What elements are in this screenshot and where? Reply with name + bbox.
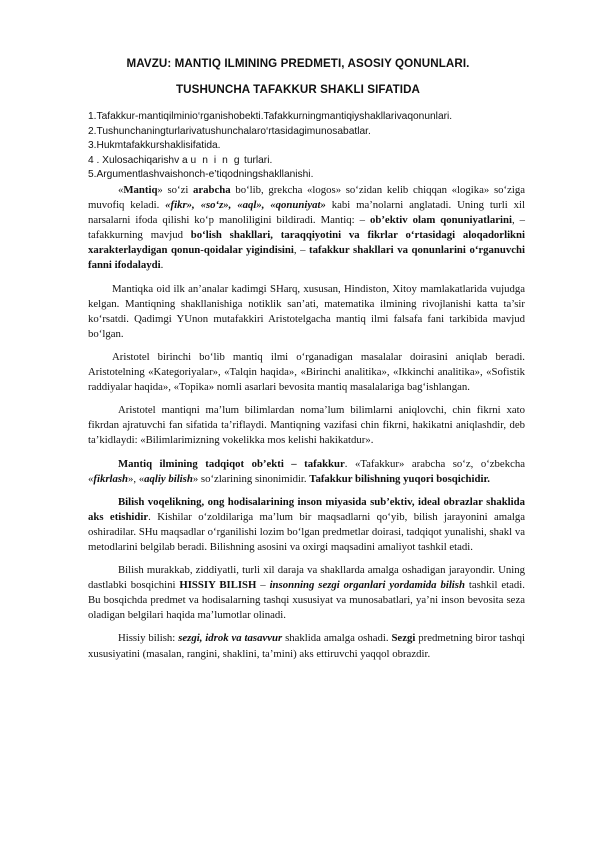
- paragraph-sensory-cognition: Bilish murakkab, ziddiyatli, turli xil daraja va shakllarda amalga oshadigan jarayondir. Uning dastlabki bosqichini HISSIY BILISH – insonning sezgi organlari yordamida bilish tashkil etadi. Bu bosqichda predmet va hodisalarning tashqi xususiyat va munosabatlari, ya’ni inson bevosita seza oladigan belgilari haqida ma’lumotlar olinadi.: [88, 564, 525, 622]
- topic-text: 4 . Xulosachiqarishv a: [88, 154, 191, 166]
- topic-item: 3.Hukmtafakkurshaklisifatida.: [88, 140, 221, 151]
- paragraph-mantiq-definition: «Mantiq» so‘zi arabcha bo‘lib, grekcha «logos» so‘zidan kelib chiqqan «logika» so‘ziga muvofiq keladi. «fikr», «so‘z», «aql», «qonuniyat» kabi ma’nolarni anglatadi. Uning turli xil narsalarni ifoda qilishi ko‘p manoliligini bildiradi. Mantiq: – ob’ektiv olam qonuniyatlarini, – tafakkurning mavjud bo‘lish shakllari, taraqqiyotini va fikrlar o‘rtasidagi aloqadorlikni xarakterlaydigan qonun-qoidalar yigindisini, – tafakkur shakllari va qonunlarini o‘rganuvchi fanni ifodalaydi.: [88, 184, 526, 272]
- paragraph-origins: Mantiqka oid ilk an’analar kadimgi SHarq, xususan, Hindiston, Xitoy mamlakatlarida vujudga kelgan. Mantiqning shakllanishiga notiklik san’ati, matematika ilmining rivojlanishi katta ta’sir ko‘rsatdi. Qadimgi YUnon mutafakkiri Aristotelgacha mantiq ilmi falsafa fani tarkibida mavjud bo‘lgan.: [88, 282, 525, 340]
- paragraph-aristotle-works: Aristotel birinchi bo‘lib mantiq ilmi o‘rganadigan masalalar doirasini aniqlab beradi. Aristotelning «Kategoriyalar», «Talqin haqida», «Birinchi analitika», «Ikkinchi analitika», «Sofistik raddiyalar haqida», «Topika» nomli asarlari bevosita mantiq masalalariga bag‘ishlangan.: [88, 350, 525, 394]
- paragraph-aristotle-definition: Aristotel mantiqni ma’lum bilimlardan noma’lum bilimlarni aniqlovchi, chin fikrni xato fikrdan ajratuvchi fan sifatida ta’riflaydi. Mantiqning vazifasi chin fikrni, hakikatni aniqlashdir, deb ta’kidlaydi: «Bilimlarimizning vokelikka mos kelishi hakikatdur».: [88, 404, 525, 447]
- paragraph-research-object: Mantiq ilmining tadqiqot ob’ekti – tafakkur. «Tafakkur» arabcha so‘z, o‘zbekcha «fikrlash», «aqliy bilish» so‘zlarining sinonimidir. Tafakkur bilishning yuqori bosqichidir.: [88, 457, 525, 485]
- topic-list: [88, 110, 528, 183]
- page-title: MAVZU: MANTIQ ILMINING PREDMETI, ASOSIY QONUNLARI.: [126, 57, 470, 70]
- topic-item: 5.Argumentlashvaishonch-e’tiqodningshakllanishi.: [88, 169, 314, 180]
- topic-item: 2.Tushunchaningturlarivatushunchalaro‘rtasidagimunosabatlar.: [88, 125, 371, 137]
- document-body: [88, 183, 525, 670]
- topic-text: u n i n g: [190, 154, 242, 166]
- topic-item: 1.Tafakkur-mantiqilminio‘rganishobekti.Tafakkurningmantiqiyshakllarivaqonunlari.: [88, 111, 453, 122]
- paragraph-sensation: Hissiy bilish: sezgi, idrok va tasavvur shaklida amalga oshadi. Sezgi predmetning biror tashqi xususiyatini (masalan, rangini, shaklini, ta’mini) aks ettiruvchi yaqqol obrazdir.: [88, 632, 525, 660]
- paragraph-cognition: Bilish voqelikning, ong hodisalarining inson miyasida sub’ektiv, ideal obrazlar shaklida aks etishidir. Kishilar o‘zoldilariga ma’lum bir maqsadlarni qo‘yib, bilish jarayonini amalga oshiradilar. SHu maqsadlar o‘rganilishi lozim bo‘lgan predmetlar doirasi, tadqiqot yunalishi, shakl va metodlarini belgilab beradi. Bilishning asosini va oxirgi maqsadini amaliyot tashkil etadi.: [88, 495, 525, 553]
- page-subtitle: TUSHUNCHA TAFAKKUR SHAKLI SIFATIDA: [175, 83, 421, 96]
- topic-item: [88, 154, 528, 169]
- topic-text: turlari.: [241, 154, 273, 166]
